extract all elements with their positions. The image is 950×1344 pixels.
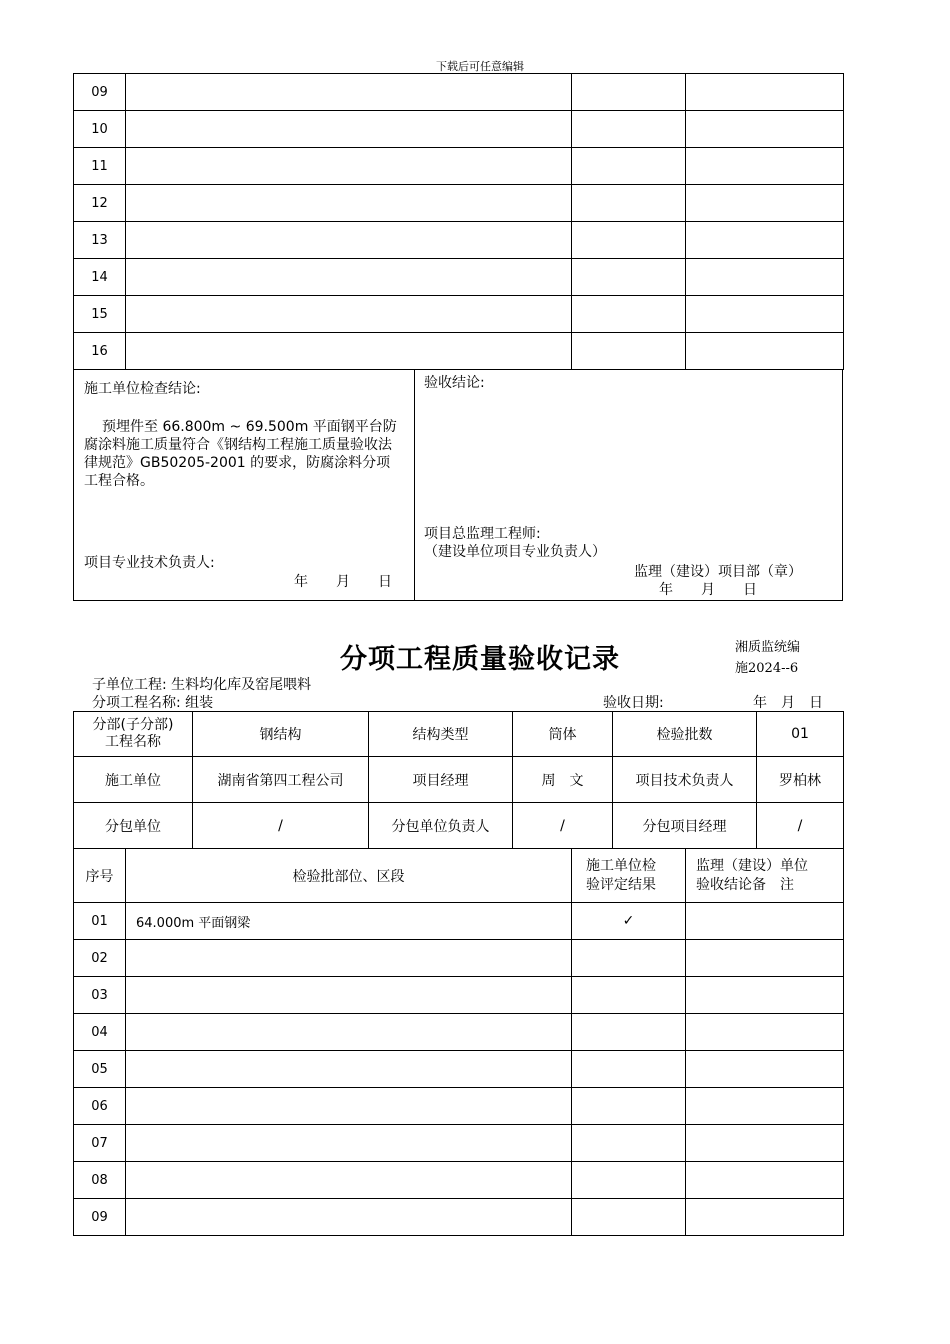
contractor-label: 施工单位: [74, 757, 193, 803]
form-code-line1: 湘质监统编: [735, 640, 801, 655]
contractor-conclusion-text: 预埋件至 66.800m ~ 69.500m 平面钢平台防腐涂料施工质量符合《钢结构工程施工质量验收法律规范》GB50205-2001 的要求，防腐涂料分项工程合格。: [84, 419, 397, 489]
row-part-cell: [126, 940, 572, 977]
row-supervision-cell: [686, 940, 844, 977]
table-row: [74, 940, 844, 977]
row-number: 13: [74, 222, 126, 259]
contractor-date: 年 月 日: [294, 574, 392, 590]
row-supervision-cell: [686, 1125, 844, 1162]
col-header-supervision: 监理（建设）单位 验收结论备 注: [686, 849, 844, 903]
item-project-name: 分项工程名称: 组装: [92, 695, 214, 711]
row-number: 06: [74, 1088, 126, 1125]
row-number: 02: [74, 940, 126, 977]
row-supervision-cell: [686, 1051, 844, 1088]
row-result-cell: [572, 222, 686, 259]
row-result-cell: [572, 1051, 686, 1088]
table-row: [74, 259, 844, 296]
table-row: [74, 296, 844, 333]
subcontractor-value: /: [193, 803, 369, 849]
row-part-cell: [126, 185, 572, 222]
supervisor-stamp: 监理（建设）项目部（章）: [634, 564, 802, 580]
table-row: [74, 148, 844, 185]
row-number: 10: [74, 111, 126, 148]
row-result-cell: [572, 1088, 686, 1125]
supervisor-date: 年 月 日: [659, 582, 757, 598]
row-part-cell: [126, 259, 572, 296]
owner-leader-sign: （建设单位项目专业负责人）: [424, 544, 606, 560]
conclusion-divider: [414, 370, 415, 600]
division-name-value: 钢结构: [193, 712, 369, 757]
row-number: 03: [74, 977, 126, 1014]
row-result-cell: [572, 333, 686, 370]
row-number: 07: [74, 1125, 126, 1162]
row-supervision-cell: [686, 111, 844, 148]
chief-supervisor-sign: 项目总监理工程师:: [424, 526, 541, 542]
row-number: 16: [74, 333, 126, 370]
table-row: [74, 903, 844, 940]
row-supervision-cell: [686, 1162, 844, 1199]
row-result-cell: [572, 1014, 686, 1051]
acceptance-date-label: 验收日期:: [603, 695, 664, 711]
acceptance-conclusion-title: 验收结论:: [424, 375, 485, 391]
row-number: 09: [74, 1199, 126, 1236]
row-supervision-cell: [686, 185, 844, 222]
row-number: 09: [74, 74, 126, 111]
tech-leader-label: 项目技术负责人: [613, 757, 757, 803]
row-supervision-cell: [686, 903, 844, 940]
batch-count-value: 01: [757, 712, 844, 757]
row-part-cell: [126, 1125, 572, 1162]
row-supervision-cell: [686, 1014, 844, 1051]
row-part-cell: [126, 222, 572, 259]
row-part-cell: [126, 1051, 572, 1088]
row-part-cell: [126, 1088, 572, 1125]
top-record-table: [73, 73, 844, 370]
table-row: [74, 1051, 844, 1088]
row-number: 05: [74, 1051, 126, 1088]
row-result-cell: [572, 940, 686, 977]
subcontractor-label: 分包单位: [74, 803, 193, 849]
project-manager-label: 项目经理: [369, 757, 513, 803]
row-result-cell: ✓: [572, 903, 686, 940]
row-result-cell: [572, 1162, 686, 1199]
row-supervision-cell: [686, 259, 844, 296]
table-row: [74, 1088, 844, 1125]
sub-unit-project: 子单位工程: 生料均化库及窑尾喂料: [92, 677, 312, 693]
project-info-table: [73, 711, 844, 849]
table-row: [74, 1014, 844, 1051]
row-supervision-cell: [686, 222, 844, 259]
row-part-cell: [126, 977, 572, 1014]
table-row: [74, 74, 844, 111]
row-supervision-cell: [686, 977, 844, 1014]
division-name-label: 分部(子分部) 工程名称: [74, 712, 193, 757]
tech-leader-value: 罗柏林: [757, 757, 844, 803]
batch-count-label: 检验批数: [613, 712, 757, 757]
table-row: [74, 111, 844, 148]
structure-type-label: 结构类型: [369, 712, 513, 757]
row-number: 08: [74, 1162, 126, 1199]
acceptance-date-value: 年 月 日: [753, 695, 823, 711]
contractor-value: 湖南省第四工程公司: [193, 757, 369, 803]
row-part-cell: [126, 1014, 572, 1051]
row-result-cell: [572, 185, 686, 222]
row-number: 15: [74, 296, 126, 333]
table-row: [74, 222, 844, 259]
row-result-cell: [572, 977, 686, 1014]
row-part-cell: [126, 74, 572, 111]
col-header-part: 检验批部位、区段: [126, 849, 572, 903]
col-header-no: 序号: [74, 849, 126, 903]
row-supervision-cell: [686, 333, 844, 370]
conclusion-block: [73, 370, 843, 601]
subcontractor-leader-value: /: [513, 803, 613, 849]
row-part-cell: [126, 296, 572, 333]
row-result-cell: [572, 1125, 686, 1162]
row-supervision-cell: [686, 296, 844, 333]
tech-leader-sign: 项目专业技术负责人:: [84, 555, 215, 571]
row-part-cell: 64.000m 平面钢梁: [126, 903, 572, 940]
row-number: 12: [74, 185, 126, 222]
row-result-cell: [572, 111, 686, 148]
row-part-cell: [126, 333, 572, 370]
col-header-result: 施工单位检 验评定结果: [572, 849, 686, 903]
table-row: [74, 1199, 844, 1236]
form-code-line2: 施2024--6: [735, 661, 799, 676]
contractor-conclusion-title: 施工单位检查结论:: [84, 381, 201, 397]
row-number: 11: [74, 148, 126, 185]
header-note: 下载后可任意编辑: [436, 60, 524, 73]
row-supervision-cell: [686, 1199, 844, 1236]
form-title: 分项工程质量验收记录: [340, 644, 620, 675]
row-supervision-cell: [686, 74, 844, 111]
table-row: [74, 977, 844, 1014]
row-part-cell: [126, 1162, 572, 1199]
row-result-cell: [572, 148, 686, 185]
row-result-cell: [572, 74, 686, 111]
project-manager-value: 周 文: [513, 757, 613, 803]
subcontractor-leader-label: 分包单位负责人: [369, 803, 513, 849]
row-result-cell: [572, 1199, 686, 1236]
table-row: [74, 333, 844, 370]
row-supervision-cell: [686, 148, 844, 185]
subcontract-manager-label: 分包项目经理: [613, 803, 757, 849]
table-row: [74, 1162, 844, 1199]
row-part-cell: [126, 1199, 572, 1236]
structure-type-value: 筒体: [513, 712, 613, 757]
row-number: 14: [74, 259, 126, 296]
row-result-cell: [572, 296, 686, 333]
subcontract-manager-value: /: [757, 803, 844, 849]
row-part-cell: [126, 111, 572, 148]
table-row: [74, 1125, 844, 1162]
table-row: [74, 185, 844, 222]
row-supervision-cell: [686, 1088, 844, 1125]
row-result-cell: [572, 259, 686, 296]
row-number: 04: [74, 1014, 126, 1051]
row-number: 01: [74, 903, 126, 940]
inspection-batch-table: [73, 848, 844, 1236]
row-part-cell: [126, 148, 572, 185]
